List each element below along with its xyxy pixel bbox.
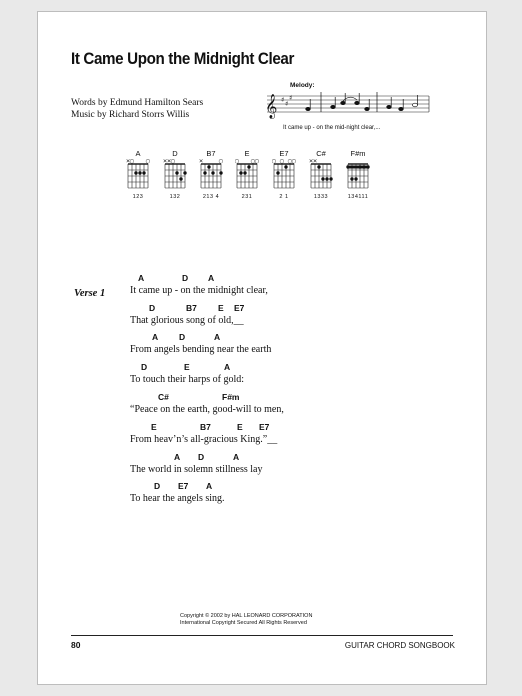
finger-dot xyxy=(207,165,210,168)
fingering-numbers: 231 xyxy=(241,194,253,200)
chord-name: C# xyxy=(316,149,326,158)
melody-staff xyxy=(263,90,433,126)
chord-symbol: E xyxy=(218,303,224,313)
mute-marker: × xyxy=(126,158,131,165)
melody-lyric: It came up - on the mid-night clear,... xyxy=(283,125,381,131)
barre-bar xyxy=(347,166,369,169)
chord-name: E xyxy=(244,149,250,158)
verse-label: Verse 1 xyxy=(74,288,106,299)
chord-diagram-a xyxy=(126,149,150,207)
fretboard-grid xyxy=(199,157,223,193)
rights-line: International Copyright Secured All Rights Reserved xyxy=(180,620,307,626)
mute-marker: × xyxy=(163,158,168,165)
fretboard-grid xyxy=(272,157,296,193)
chord-diagram-e7 xyxy=(272,149,296,207)
fingering-numbers: 2 1 xyxy=(279,194,289,200)
fingering-numbers: 134111 xyxy=(347,194,369,200)
song-title: It Came Upon the Midnight Clear xyxy=(71,50,295,68)
chord-name: E7 xyxy=(279,149,289,158)
chord-symbol: E xyxy=(151,422,157,432)
fingering-numbers: 123 xyxy=(132,194,144,200)
open-marker: ○ xyxy=(254,158,259,165)
chord-symbol: D xyxy=(149,303,156,313)
music-credit: Music by Richard Storrs Willis xyxy=(71,110,190,120)
finger-dot xyxy=(321,177,324,180)
open-marker: ○ xyxy=(291,158,296,165)
lyric-line: From angels bending near the earth xyxy=(130,344,272,355)
lyric-line: That glorious song of old,__ xyxy=(130,315,244,326)
chord-symbol: E xyxy=(184,362,190,372)
finger-dot xyxy=(183,171,186,174)
words-credit: Words by Edmund Hamilton Sears xyxy=(71,98,204,108)
open-marker: ○ xyxy=(287,158,293,165)
finger-dot xyxy=(276,171,279,174)
lyric-line: To hear the angels sing. xyxy=(130,493,225,504)
lyric-line: It came up - on the midnight clear, xyxy=(130,285,268,296)
fretboard-grid xyxy=(309,157,333,193)
finger-dot xyxy=(354,177,357,180)
page-number: 80 xyxy=(71,640,81,650)
chord-symbol: E7 xyxy=(178,481,189,491)
finger-dot xyxy=(142,171,145,174)
chord-symbol: D xyxy=(154,481,161,491)
footer-rule xyxy=(71,635,453,636)
chord-symbol: A xyxy=(174,452,181,462)
chord-diagram-fsharpm xyxy=(346,149,370,207)
chord-diagram-b7 xyxy=(199,149,223,207)
chord-symbol: A xyxy=(152,332,159,342)
fingering-numbers: 132 xyxy=(169,194,181,200)
finger-dot xyxy=(211,171,214,174)
finger-dot xyxy=(284,165,287,168)
chord-symbol: A xyxy=(206,481,213,491)
finger-dot xyxy=(329,177,332,180)
open-marker: ○ xyxy=(250,158,256,165)
finger-dot xyxy=(134,171,137,174)
chord-symbol: D xyxy=(141,362,148,372)
finger-dot xyxy=(179,177,182,180)
sharp-icon: ♯ xyxy=(285,100,289,108)
chord-symbol: A xyxy=(138,273,145,283)
sharp-icon: ♯ xyxy=(281,96,285,104)
open-marker: ○ xyxy=(218,158,223,165)
mute-marker: × xyxy=(312,158,318,165)
finger-dot xyxy=(219,171,222,174)
open-marker: ○ xyxy=(145,158,150,165)
finger-dot xyxy=(247,165,250,168)
lyric-line: To touch their harps of gold: xyxy=(130,374,244,385)
finger-dot xyxy=(350,177,353,180)
chord-name: D xyxy=(172,149,178,158)
chord-symbol: B7 xyxy=(186,303,197,313)
chord-name: F#m xyxy=(350,149,366,158)
fretboard-grid xyxy=(346,157,370,193)
finger-dot xyxy=(239,171,242,174)
open-marker: ○ xyxy=(129,158,135,165)
fretboard-grid xyxy=(126,157,150,193)
fretboard-grid xyxy=(235,157,259,193)
finger-dot xyxy=(203,171,206,174)
open-marker: ○ xyxy=(170,158,176,165)
chord-name: A xyxy=(135,149,141,158)
sharp-icon: ♯ xyxy=(289,94,293,102)
chord-symbol: A xyxy=(214,332,221,342)
book-title: GUITAR CHORD SONGBOOK xyxy=(344,641,455,650)
chord-symbol: E7 xyxy=(234,303,245,313)
finger-dot xyxy=(243,171,246,174)
lyric-line: From heav’n’s all-gracious King.”__ xyxy=(130,434,278,445)
lyric-line: The world in solemn stillness lay xyxy=(130,464,263,475)
finger-dot xyxy=(317,165,320,168)
mute-marker: × xyxy=(166,158,172,165)
open-marker: ○ xyxy=(272,158,277,165)
chord-symbol: B7 xyxy=(200,422,211,432)
fingering-numbers: 1333 xyxy=(313,194,329,200)
lyric-line: “Peace on the earth, good-will to men, xyxy=(130,404,284,415)
open-marker: ○ xyxy=(279,158,285,165)
chord-symbol: F#m xyxy=(222,392,240,402)
chord-diagram-e xyxy=(235,149,259,207)
mute-marker: × xyxy=(199,158,204,165)
open-marker: ○ xyxy=(235,158,240,165)
chord-symbol: D xyxy=(179,332,186,342)
copyright-notice xyxy=(180,613,312,627)
finger-dot xyxy=(325,177,328,180)
copyright-line: Copyright © 2002 by HAL LEONARD CORPORATION xyxy=(180,613,313,619)
chord-diagram-csharp xyxy=(309,149,333,207)
chord-name: B7 xyxy=(206,149,216,158)
chord-symbol: E7 xyxy=(259,422,270,432)
finger-dot xyxy=(175,171,178,174)
fretboard-grid xyxy=(163,157,187,193)
chord-symbol: A xyxy=(208,273,215,283)
mute-marker: × xyxy=(309,158,314,165)
chord-symbol: A xyxy=(224,362,231,372)
chord-diagram-d xyxy=(163,149,187,207)
fingering-numbers: 213 4 xyxy=(202,194,220,200)
chord-symbol: D xyxy=(198,452,205,462)
finger-dot xyxy=(138,171,141,174)
chord-symbol: C# xyxy=(158,392,169,402)
songbook-page xyxy=(37,11,487,685)
chord-symbol: D xyxy=(182,273,189,283)
chord-symbol: A xyxy=(233,452,240,462)
chord-symbol: E xyxy=(237,422,243,432)
treble-clef-icon: 𝄞 xyxy=(265,94,278,118)
melody-label: Melody: xyxy=(290,82,315,89)
